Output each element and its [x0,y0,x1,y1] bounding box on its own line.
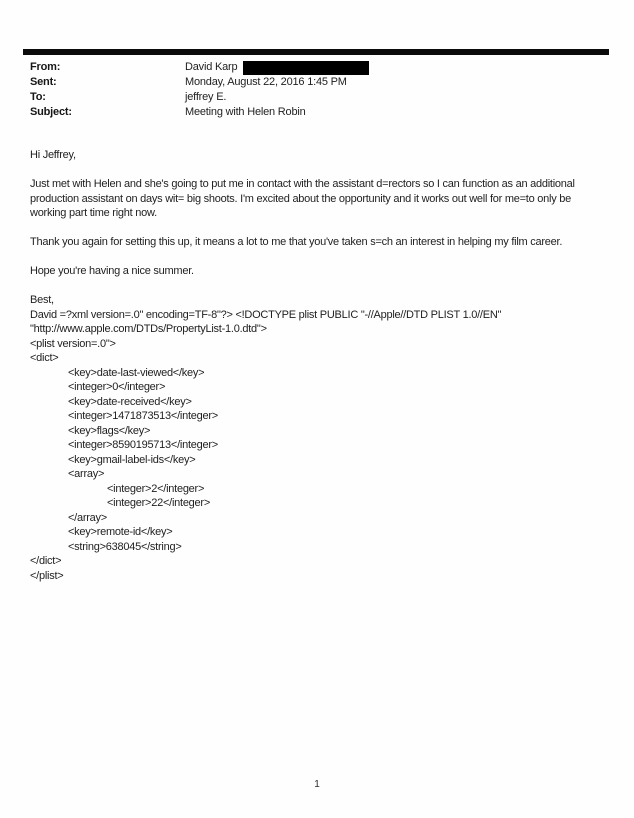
body-line: <string>638045</string> [68,540,182,553]
header-row-to [30,90,608,105]
body-line: Hi Jeffrey, [30,149,76,161]
body-line: working part time right now. [30,207,157,219]
body-line: <plist version=.0"> [30,337,116,350]
email-header [30,60,608,120]
header-row-from [30,60,608,75]
from-label: From: [30,61,61,73]
body-line [30,163,630,178]
email-body [30,148,630,583]
page-number: 1 [314,779,320,790]
sent-value: Monday, August 22, 2016 1:45 PM [185,76,347,88]
sent-label: Sent: [30,76,57,88]
subject-label: Subject: [30,106,72,118]
body-line: <key>remote-id</key> [68,526,173,538]
body-line: David =?xml version=.0" encoding=TF-8"?> <!DOCTYPE plist PUBLIC "-//Apple//DTD PLIST 1.0//EN" [30,308,502,321]
header-row-subject [30,105,608,120]
body-line: </plist> [30,569,64,582]
body-line: <integer>8590195713</integer> [68,439,218,451]
body-line: <dict> [30,352,59,364]
body-line: <integer>22</integer> [107,497,211,509]
body-line [30,250,630,265]
body-line: <integer>0</integer> [68,381,166,393]
body-line: <key>flags</key> [68,424,151,437]
body-line [30,221,630,236]
to-label: To: [30,91,46,103]
to-value: jeffrey E. [185,91,227,103]
body-line [30,279,630,294]
body-line: </array> [68,511,107,524]
from-value [185,60,369,75]
body-line: <integer>1471873513</integer> [68,410,218,422]
body-line: Hope you're having a nice summer. [30,265,194,277]
body-line: <integer>2</integer> [107,482,205,495]
body-line: production assistant on days wit= big shoots. I'm excited about the opportunity and it works out well for me=to only be [30,192,571,205]
body-line: <array> [68,468,105,480]
sender-name: David Karp [185,61,238,73]
body-line: Just met with Helen and she's going to put me in contact with the assistant d=rectors so I can function as an additional [30,178,575,190]
header-row-sent [30,75,608,90]
body-line: <key>gmail-label-ids</key> [68,453,196,466]
body-line: <key>date-last-viewed</key> [68,366,205,379]
redaction-bar [243,61,369,75]
body-line: Best, [30,294,54,306]
body-line: "http://www.apple.com/DTDs/PropertyList-1.0.dtd"> [30,323,267,335]
body-line: </dict> [30,555,62,567]
subject-value: Meeting with Helen Robin [185,106,306,118]
body-line: <key>date-received</key> [68,395,192,408]
horizontal-rule-top [23,49,609,55]
body-line: Thank you again for setting this up, it means a lot to me that you've taken s=ch an interest in helping my film career. [30,236,563,248]
